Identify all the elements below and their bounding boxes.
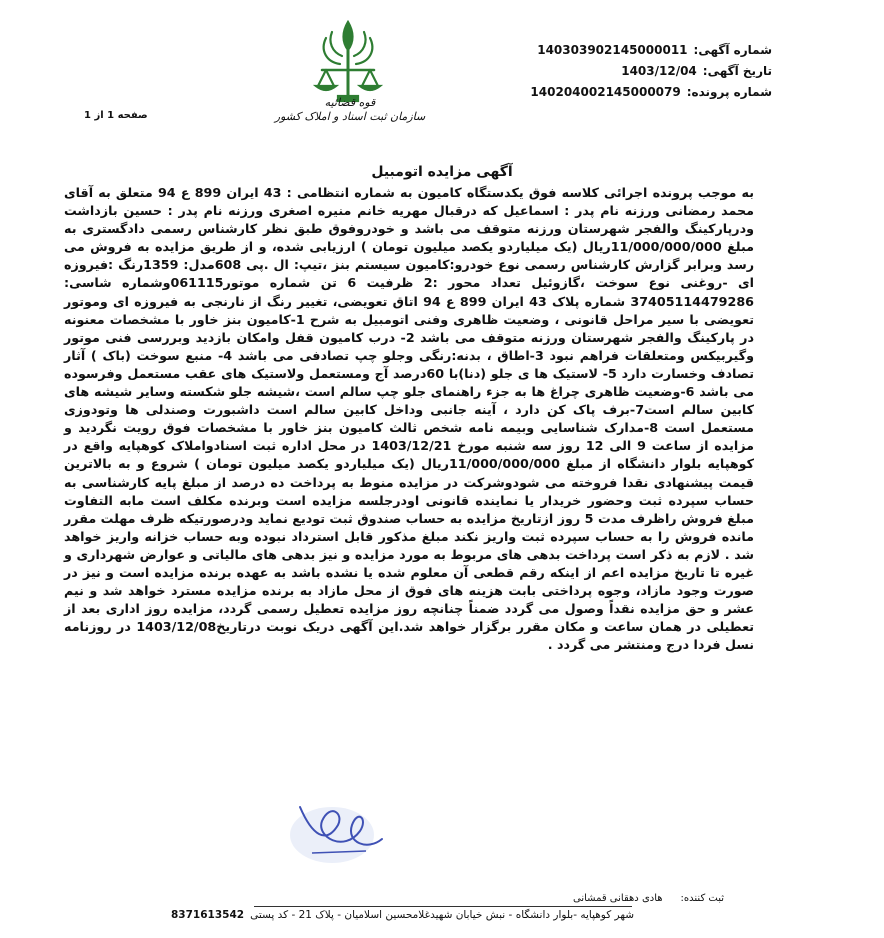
notice-meta (442, 40, 772, 103)
case-number-label: شماره پرونده: (686, 85, 772, 99)
footer-address (171, 909, 634, 921)
registrant-label: ثبت کننده: (680, 893, 724, 904)
notice-body: به موجب پرونده اجرائی کلاسه فوق یکدستگاه کامیون به شماره انتظامی : 43 ایران 899 ع 94 متعلق به آقای محمد رمضانی ورزنه نام پدر : اسماعیل که درقبال مهریه خانم منیره اصغری ورزنه نام پدر : حسین بازداشت ودرپارکینگ والفجر شهرستان ورزنه متوقف می باشد و خودروفوق طبق نظر کارشناس رسمی دادگستری به مبلغ 11/000/000/000ریال (یک میلیاردو یکصد میلیون تومان ) ارزیابی شده، و از طریق مزایده به فروش می رسد وبرابر گزارش کارشناس رسمی نوع خودرو:کامیون سیستم بنز ،تیپ: ال .پی 608مدل: 1359رنگ :فیروزه ای -روغنی نوع سوخت ،گازوئیل تعداد محور :2 ظرفیت 6 تن شماره موتور061115وشماره شاسی: 37405114479286 شماره پلاک 43 ایران 899 ع 94 اتاق تعویضی، تغییر رنگ از نارنجی به فیروزه ای وموتور تعویضی با سیر مراحل قانونی ، وضعیت ظاهری وفنی اتومبیل به شرح 1-کامیون بنز خاور با مشخصات معنونه در پارکینگ والفجر شهرستان ورزنه متوقف می باشد 2- درب کامیون قفل وامکان بازدید وبررسی فنی موتور وگیربیکس ومتعلقات فراهم نبود 3-اطاق ، بدنه:رنگی وجلو چپ تصادفی می باشد 4- منبع سوخت (باک ) آثار تصادف وخسارت دارد 5- لاستیک ها ی جلو (دنا)با 60درصد آج ومستعمل ولاستیک های عقب مستعمل وفرسوده می باشد 6-وضعیت ظاهری چراغ ها به جزء راهنمای جلو چپ سالم است ،شیشه جلو شکسته وسایر شیشه های کابین سالم است7-برف پاک کن دارد ، آینه جانبی وداخل کابین سالم است داشبورت وصندلی ها وتودوزی مستعمل است 8-مدارک شناسایی وبیمه نامه شخص ثالث کامیون بنز خاور با مشخصات فوق رویت نگردید و مزایده از ساعت 9 الی 12 روز سه شنبه مورخ 1403/12/21 در محل اداره ثبت اسنادواملاک کوهپایه واقع در کوهپایه بلوار دانشگاه از مبلغ 11/000/000/000ریال (یک میلیاردو یکصد میلیون تومان ) شروع و به بالاترین قیمت پیشنهادی نقدا فروخته می شودوشرکت در مزایده منوط به پرداخت ده درصد از مبلغ پایه کارشناسی به حساب سپرده ثبت وحضور خریدار یا نماینده قانونی اودرجلسه مزایده است وبرنده مکلف است مابه التفاوت مبلغ فروش راظرف مدت 5 روز ازتاریخ مزایده به حساب صندوق ثبت تودیع نماید ودرصورتیکه ظرف مهلت مقرر مانده فروش را به حساب سپرده ثبت واریز نکند مبلغ مذکور قابل استرداد نبوده وبه حساب خزانه واریز خواهد شد . لازم به ذکر است پرداخت بدهی های مربوط به مورد مزایده و نیز بدهی های مالیاتی و عوارض شهرداری و غیره تا تاریخ مزایده اعم از اینکه رقم قطعی آن معلوم شده یا نشده باشد به عهده برنده مزایده است و نیز در صورت وجود مازاد، وجوه پرداختی بابت هزینه های فوق از محل مازاد به برنده مزایده مسترد خواهد شد و نیم عشر و حق مزایده نقداً وصول می گردد ضمناً چنانچه روز مزایده تعطیل رسمی گردد، مزایده روز اداری بعد از تعطیلی در همان ساعت و مکان مقرر برگزار خواهد شد.این آگهی دریک نوبت درتاریخ1403/12/08 در روزنامه نسل فردا درج ومنتشر می گردد . (64, 185, 755, 653)
emblem-caption (255, 96, 445, 124)
footer-divider (254, 906, 632, 907)
notice-date-row (442, 61, 772, 82)
registrant-name: هادی دهقانی قمشانی (572, 893, 663, 904)
postal-code: 8371613542 (171, 909, 245, 921)
notice-number: 140303902145000011 (537, 43, 688, 57)
notice-number-row (442, 40, 772, 61)
registrant (573, 893, 724, 904)
judiciary-label: قوه قضائیه (324, 96, 376, 109)
signature-stamp-icon (282, 795, 392, 867)
org-name: سازمان ثبت اسناد و املاک کشور (274, 110, 426, 123)
page-indicator: صفحه 1 از 1 (84, 110, 148, 121)
notice-date-label: تاریخ آگهی: (702, 64, 772, 78)
notice-date: 1403/12/04 (621, 64, 697, 78)
document-title: آگهی مزایده اتومبیل (371, 164, 513, 180)
notice-number-label: شماره آگهی: (693, 43, 772, 57)
case-number-row (442, 82, 772, 103)
address-text: شهر کوهپایه -بلوار دانشگاه - نبش خیابان شهیدغلامحسین اسلامیان - پلاک 21 - کد پستی (250, 909, 634, 921)
case-number: 140204002145000079 (530, 85, 681, 99)
